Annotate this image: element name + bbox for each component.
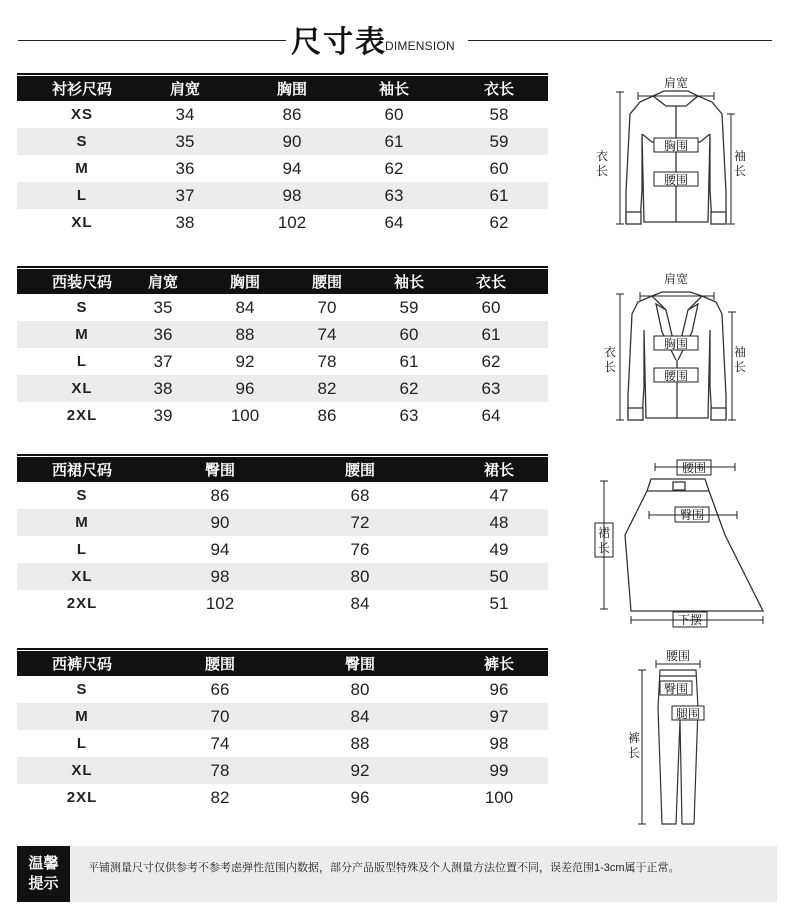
value-cell: 63 <box>481 378 501 398</box>
table-row <box>17 536 548 563</box>
value-cell: 62 <box>399 378 419 398</box>
value-cell: 37 <box>153 351 173 371</box>
value-cell: 62 <box>384 158 404 178</box>
table-row <box>17 182 548 209</box>
size-cell: S <box>76 299 88 316</box>
skirt-waist-label: 腰围 <box>681 461 707 475</box>
value-cell: 70 <box>317 297 337 317</box>
value-cell: 48 <box>489 512 509 532</box>
size-cell: 2XL <box>66 407 98 424</box>
value-cell: 90 <box>282 131 302 151</box>
value-cell: 72 <box>350 512 370 532</box>
suit-size-table <box>17 266 548 429</box>
table-header-cell: 袖长 <box>393 274 424 291</box>
table-header-row <box>17 269 548 294</box>
value-cell: 60 <box>489 158 509 178</box>
suit-shoulder-label: 肩宽 <box>663 272 689 286</box>
suit-waist-label: 腰围 <box>663 369 689 383</box>
value-cell: 74 <box>210 733 230 753</box>
table-row <box>17 375 548 402</box>
svg-text:衣: 衣 <box>595 149 609 163</box>
value-cell: 58 <box>489 104 509 124</box>
value-cell: 63 <box>399 405 419 425</box>
table-header-cell: 西裙尺码 <box>51 462 112 479</box>
value-cell: 100 <box>484 787 514 807</box>
table-header-cell: 腰围 <box>311 274 342 291</box>
pants-waist-label: 腰围 <box>665 649 691 663</box>
value-cell: 60 <box>481 297 501 317</box>
svg-text:长: 长 <box>603 360 617 374</box>
svg-text:裙: 裙 <box>597 526 611 540</box>
value-cell: 80 <box>350 679 370 699</box>
table-header-cell: 腰围 <box>344 462 375 479</box>
value-cell: 47 <box>489 485 509 505</box>
svg-text:长: 长 <box>733 360 747 374</box>
table-top-rule <box>17 454 548 456</box>
value-cell: 34 <box>175 104 195 124</box>
value-cell: 59 <box>489 131 509 151</box>
value-cell: 96 <box>350 787 370 807</box>
table-top-rule <box>17 73 548 75</box>
svg-text:袖: 袖 <box>733 149 747 163</box>
size-cell: 2XL <box>66 595 98 612</box>
table-header-cell: 胸围 <box>229 274 260 291</box>
value-cell: 88 <box>235 324 255 344</box>
size-cell: L <box>76 187 88 204</box>
size-cell: L <box>76 353 88 370</box>
value-cell: 102 <box>205 593 235 613</box>
value-cell: 37 <box>175 185 195 205</box>
value-cell: 61 <box>384 131 404 151</box>
value-cell: 84 <box>235 297 255 317</box>
value-cell: 92 <box>235 351 255 371</box>
shirt-size-table <box>17 73 548 236</box>
value-cell: 86 <box>210 485 230 505</box>
skirt-diagram <box>585 455 775 635</box>
size-cell: XS <box>70 106 93 123</box>
header-rule-right <box>468 40 772 41</box>
value-cell: 84 <box>350 706 370 726</box>
value-cell: 61 <box>481 324 501 344</box>
skirt-hip-label: 臀围 <box>679 508 705 522</box>
table-row <box>17 757 548 784</box>
table-header-row <box>17 457 548 482</box>
value-cell: 86 <box>282 104 302 124</box>
table-header-cell: 胸围 <box>276 81 307 98</box>
table-row <box>17 676 548 703</box>
svg-text:裤: 裤 <box>627 731 641 745</box>
shirt-waist-label: 腰围 <box>663 173 689 187</box>
value-cell: 36 <box>153 324 173 344</box>
value-cell: 84 <box>350 593 370 613</box>
value-cell: 92 <box>350 760 370 780</box>
tips-note: 平铺测量尺寸仅供参考不参考虑弹性范围内数据，部分产品版型特殊及个人测量方法位置不同，误差范围1-3cm属于正常。 <box>88 862 680 874</box>
value-cell: 60 <box>384 104 404 124</box>
table-header-cell: 衬衫尺码 <box>51 81 112 98</box>
value-cell: 98 <box>489 733 509 753</box>
value-cell: 88 <box>350 733 370 753</box>
size-cell: S <box>76 133 88 150</box>
value-cell: 60 <box>399 324 419 344</box>
value-cell: 90 <box>210 512 230 532</box>
table-row <box>17 321 548 348</box>
table-row <box>17 128 548 155</box>
size-cell: M <box>75 708 89 725</box>
value-cell: 86 <box>317 405 337 425</box>
pants-diagram <box>620 648 720 833</box>
value-cell: 94 <box>210 539 230 559</box>
value-cell: 82 <box>317 378 337 398</box>
value-cell: 35 <box>175 131 195 151</box>
size-cell: M <box>75 326 89 343</box>
size-cell: L <box>76 541 88 558</box>
value-cell: 38 <box>153 378 173 398</box>
pants-thigh-label: 腿围 <box>675 707 701 721</box>
table-header-cell: 袖长 <box>378 81 409 98</box>
value-cell: 102 <box>277 212 307 232</box>
table-row <box>17 209 548 236</box>
size-cell: XL <box>71 568 93 585</box>
value-cell: 76 <box>350 539 370 559</box>
value-cell: 78 <box>210 760 230 780</box>
page-header <box>0 0 790 64</box>
value-cell: 82 <box>210 787 230 807</box>
table-row <box>17 563 548 590</box>
value-cell: 98 <box>282 185 302 205</box>
svg-text:袖: 袖 <box>733 345 747 359</box>
value-cell: 68 <box>350 485 370 505</box>
table-header-cell: 衣长 <box>483 81 514 98</box>
tips-box <box>17 846 777 902</box>
value-cell: 61 <box>399 351 419 371</box>
size-cell: S <box>76 487 88 504</box>
value-cell: 61 <box>489 185 509 205</box>
value-cell: 80 <box>350 566 370 586</box>
skirt-hem-label: 下摆 <box>677 613 703 627</box>
table-row <box>17 509 548 536</box>
table-row <box>17 155 548 182</box>
pants-size-table <box>17 648 548 811</box>
value-cell: 35 <box>153 297 173 317</box>
value-cell: 98 <box>210 566 230 586</box>
table-header-cell: 西装尺码 <box>51 274 112 291</box>
table-header-row <box>17 76 548 101</box>
value-cell: 36 <box>175 158 195 178</box>
size-cell: M <box>75 514 89 531</box>
value-cell: 94 <box>282 158 302 178</box>
size-cell: S <box>76 681 88 698</box>
size-cell: 2XL <box>66 789 98 806</box>
value-cell: 96 <box>489 679 509 699</box>
shirt-shoulder-label: 肩宽 <box>663 76 689 90</box>
size-cell: M <box>75 160 89 177</box>
size-cell: L <box>76 735 88 752</box>
shirt-diagram <box>590 72 760 237</box>
table-header-cell: 肩宽 <box>147 274 178 291</box>
skirt-size-table <box>17 454 548 617</box>
value-cell: 64 <box>481 405 501 425</box>
table-header-cell: 衣长 <box>475 274 506 291</box>
table-header-cell: 腰围 <box>204 656 235 673</box>
svg-text:长: 长 <box>627 746 641 760</box>
table-top-rule <box>17 266 548 268</box>
shirt-chest-label: 胸围 <box>663 139 689 153</box>
value-cell: 96 <box>235 378 255 398</box>
size-cell: XL <box>71 380 93 397</box>
value-cell: 97 <box>489 706 509 726</box>
table-header-cell: 臀围 <box>344 656 375 673</box>
value-cell: 59 <box>399 297 419 317</box>
table-header-row <box>17 651 548 676</box>
table-row <box>17 294 548 321</box>
svg-text:长: 长 <box>595 164 609 178</box>
table-row <box>17 784 548 811</box>
value-cell: 74 <box>317 324 337 344</box>
pants-hip-label: 臀围 <box>663 682 689 696</box>
size-cell: XL <box>71 214 93 231</box>
value-cell: 50 <box>489 566 509 586</box>
value-cell: 38 <box>175 212 195 232</box>
value-cell: 100 <box>230 405 260 425</box>
suit-diagram <box>590 266 760 431</box>
value-cell: 62 <box>489 212 509 232</box>
value-cell: 62 <box>481 351 501 371</box>
table-top-rule <box>17 648 548 650</box>
value-cell: 49 <box>489 539 509 559</box>
header-rule-left <box>18 40 286 41</box>
value-cell: 66 <box>210 679 230 699</box>
tips-badge: 温馨 提示 <box>17 846 70 902</box>
table-row <box>17 482 548 509</box>
svg-text:长: 长 <box>597 541 611 555</box>
value-cell: 78 <box>317 351 337 371</box>
table-header-cell: 裙长 <box>483 462 514 479</box>
svg-text:衣: 衣 <box>603 345 617 359</box>
table-header-cell: 西裤尺码 <box>51 656 112 673</box>
table-row <box>17 590 548 617</box>
table-header-cell: 肩宽 <box>169 81 200 98</box>
svg-text:长: 长 <box>733 164 747 178</box>
table-row <box>17 730 548 757</box>
table-header-cell: 裤长 <box>483 656 514 673</box>
value-cell: 99 <box>489 760 509 780</box>
size-cell: XL <box>71 762 93 779</box>
table-row <box>17 101 548 128</box>
page-subtitle: DIMENSION <box>385 39 455 53</box>
table-header-cell: 臀围 <box>204 462 235 479</box>
table-row <box>17 348 548 375</box>
value-cell: 64 <box>384 212 404 232</box>
table-row <box>17 402 548 429</box>
value-cell: 70 <box>210 706 230 726</box>
value-cell: 51 <box>489 593 509 613</box>
value-cell: 63 <box>384 185 404 205</box>
page-title: 尺寸表 <box>291 25 387 60</box>
value-cell: 39 <box>153 405 173 425</box>
table-row <box>17 703 548 730</box>
suit-chest-label: 胸围 <box>663 337 689 351</box>
